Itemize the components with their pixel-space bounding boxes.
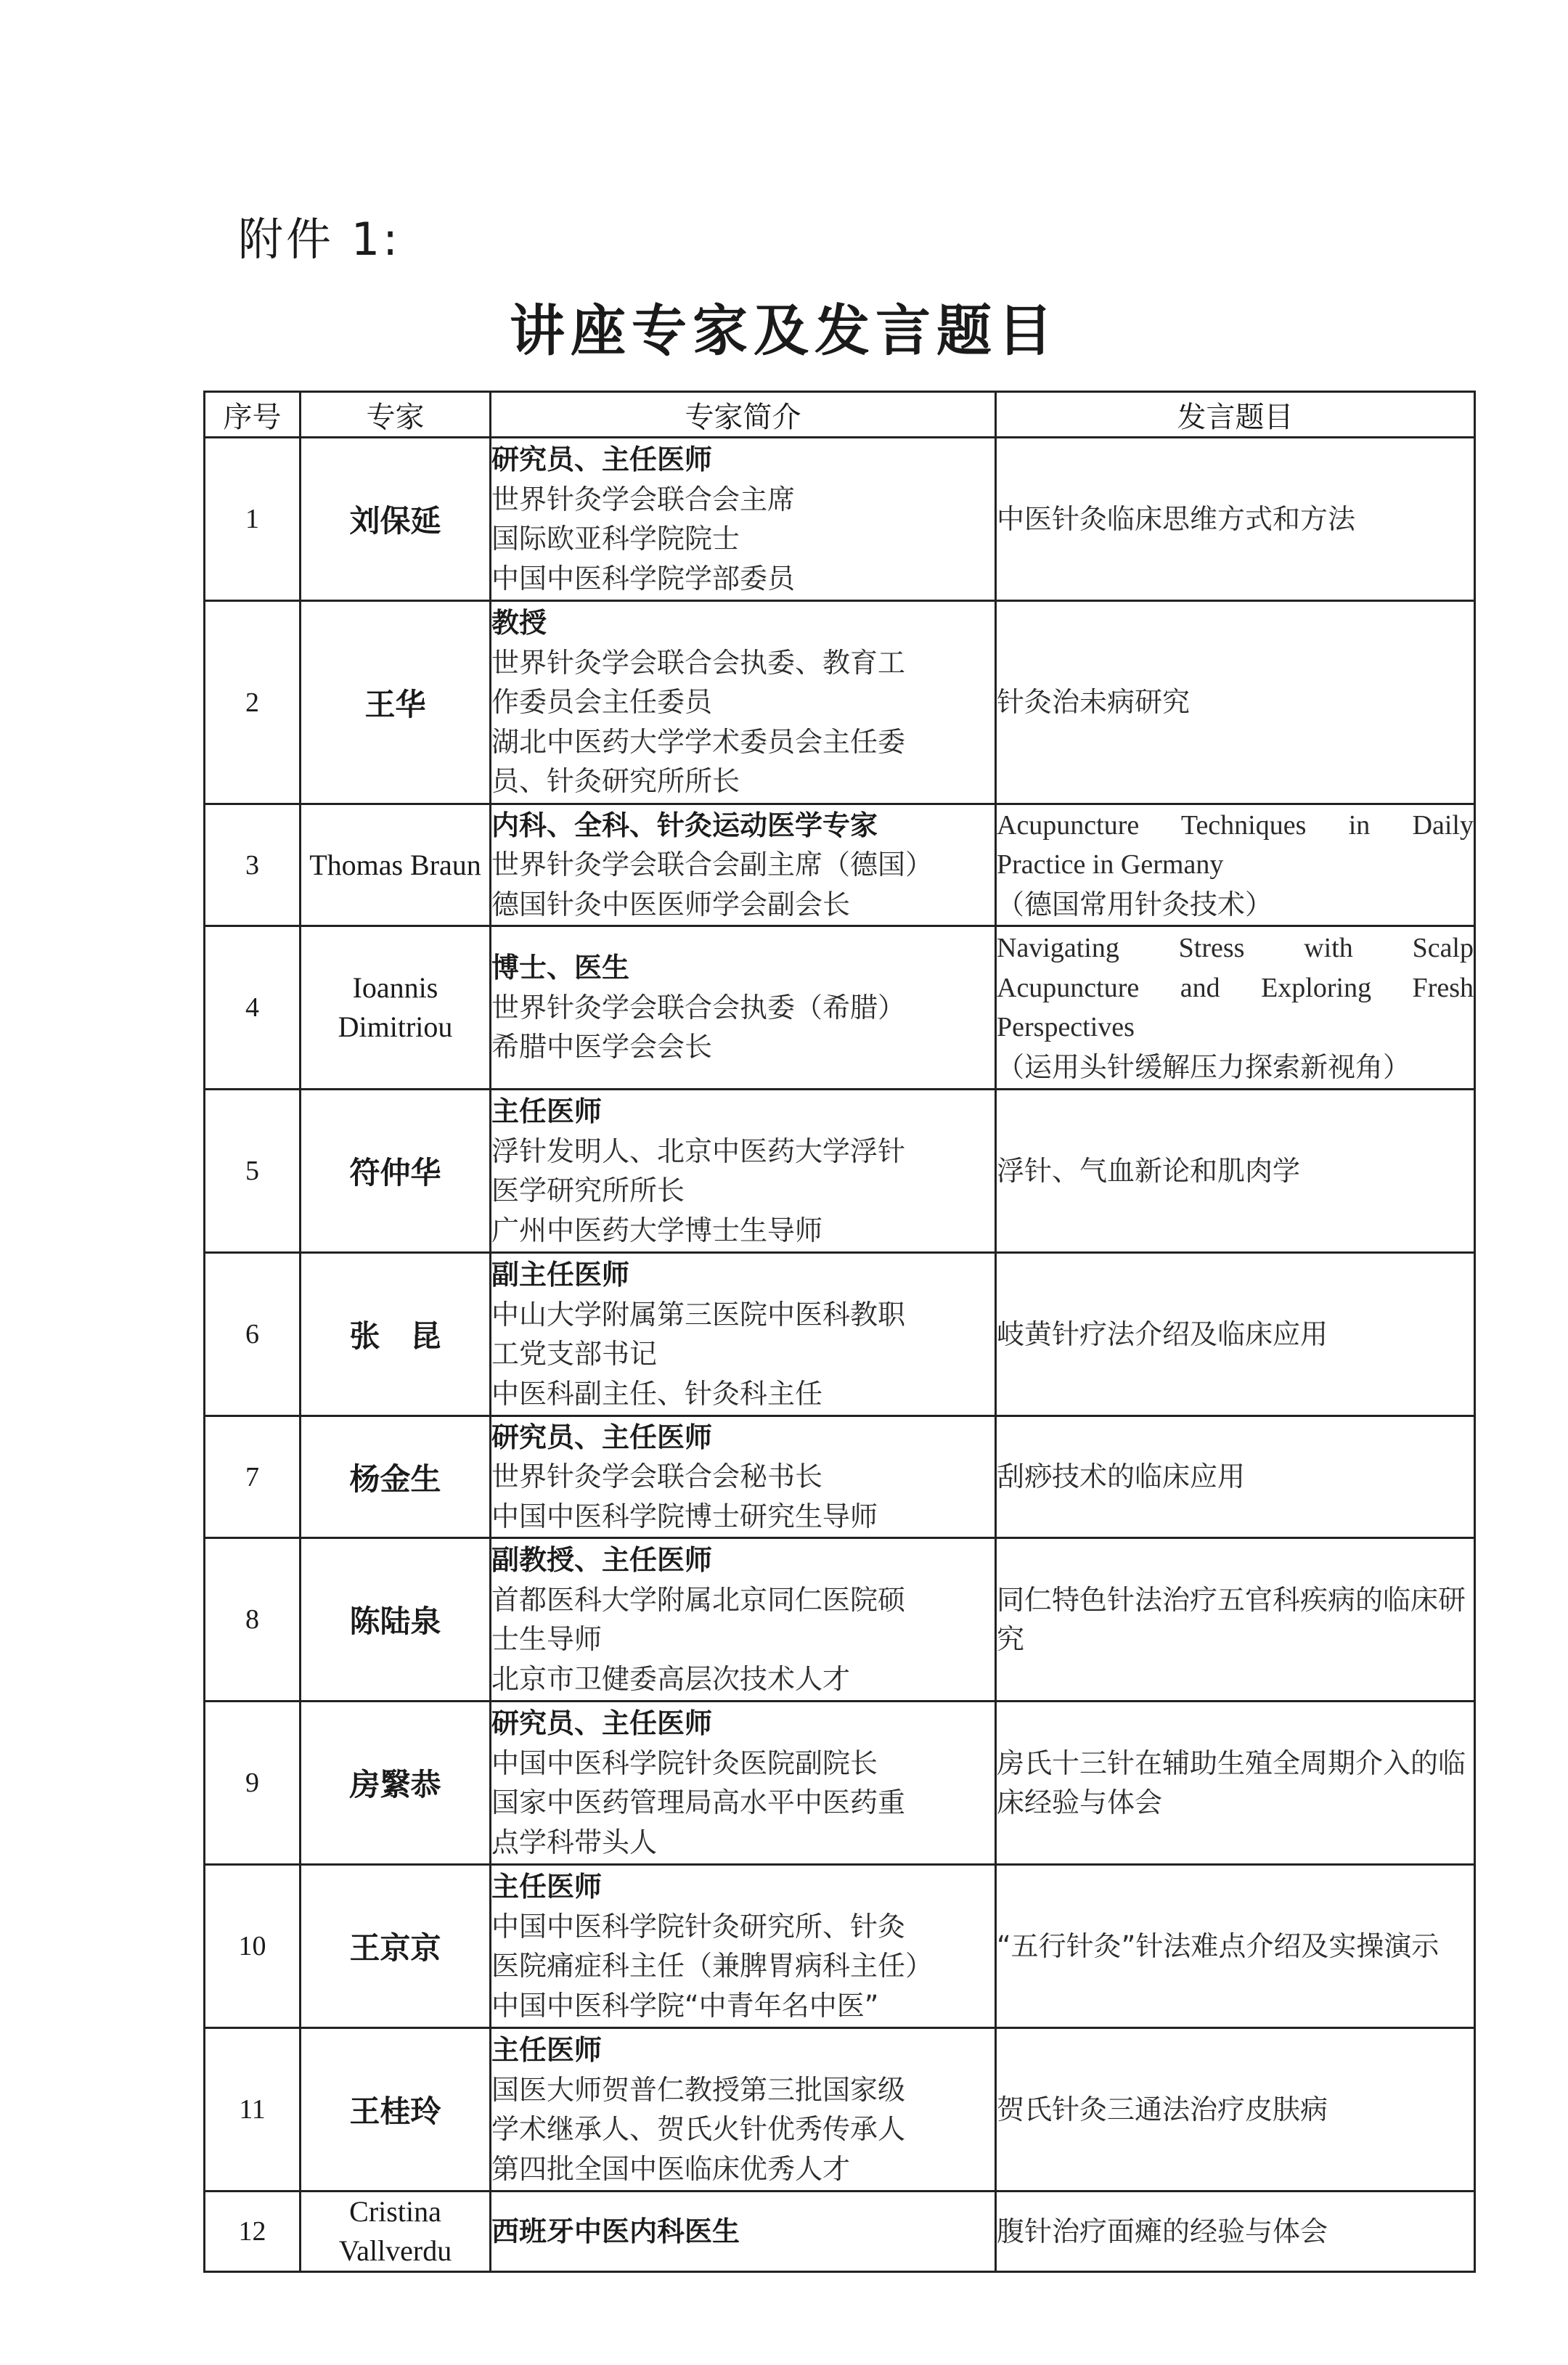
- talk-topic: [996, 1253, 1475, 1416]
- table-row: [205, 1416, 1475, 1538]
- topic-english-line: Acupuncture Techniques in Daily: [997, 809, 1474, 841]
- table-row: [205, 1865, 1475, 2028]
- topic-text: （运用头针缓解压力探索新视角）: [997, 1050, 1411, 1083]
- topic-text: 浮针、气血新论和肌肉学: [997, 1154, 1301, 1187]
- expert-bio: [491, 1253, 996, 1416]
- bio-line: 广州中医药大学博士生导师: [491, 1214, 823, 1246]
- topic-english-line: Navigating Stress with Scalp: [997, 933, 1474, 963]
- expert-name: 房繄恭: [301, 1702, 491, 1865]
- bio-title: 博士、医生: [491, 952, 630, 984]
- row-number: 8: [205, 1538, 301, 1702]
- bio-line: 湖北中医药大学学术委员会主任委: [491, 725, 906, 758]
- expert-name: 陈陆泉: [301, 1538, 491, 1702]
- expert-name: 杨金生: [301, 1416, 491, 1538]
- bio-line: 国家中医药管理局高水平中医药重: [491, 1786, 906, 1818]
- table-row: [205, 926, 1475, 1090]
- header-no: 序号: [205, 392, 301, 438]
- talk-topic: [996, 926, 1475, 1090]
- expert-name: 张 昆: [301, 1253, 491, 1416]
- table-row: [205, 1538, 1475, 1702]
- talk-topic: [996, 1416, 1475, 1538]
- expert-bio: [491, 804, 996, 926]
- talk-topic: [996, 1538, 1475, 1702]
- bio-line: 作委员会主任委员: [491, 686, 713, 719]
- table-row: [205, 1253, 1475, 1416]
- talk-topic: [996, 1702, 1475, 1865]
- bio-line: 中国中医科学院针灸研究所、针灸: [491, 1910, 906, 1943]
- topic-text: 同仁特色针法治疗五官科疾病的临床研究: [997, 1583, 1466, 1655]
- bio-line: 中国中医科学院“中青年名中医”: [491, 1989, 879, 2022]
- expert-bio: [491, 1865, 996, 2028]
- table-row: [205, 2028, 1475, 2192]
- bio-line: 士生导师: [491, 1623, 603, 1655]
- topic-text: 房氏十三针在辅助生殖全周期介入的临床经验与体会: [997, 1747, 1466, 1818]
- bio-title: 西班牙中医内科医生: [491, 2215, 740, 2247]
- bio-line: 中国中医科学院学部委员: [491, 562, 796, 595]
- bio-line: 中国中医科学院博士研究生导师: [491, 1500, 878, 1532]
- talk-topic: [996, 1090, 1475, 1253]
- attachment-label: 附件 1:: [238, 213, 401, 266]
- row-number: 4: [205, 926, 301, 1090]
- talk-topic: [996, 2192, 1475, 2272]
- row-number: 2: [205, 601, 301, 804]
- expert-bio: [491, 1090, 996, 1253]
- bio-title: 主任医师: [491, 1095, 603, 1127]
- expert-bio: [491, 926, 996, 1090]
- table-row: [205, 1090, 1475, 1253]
- table-row: [205, 804, 1475, 926]
- bio-line: 中山大学附属第三医院中医科教职: [491, 1298, 906, 1331]
- page-title: 讲座专家及发言题目: [510, 298, 1058, 363]
- talk-topic: [996, 2028, 1475, 2192]
- expert-bio: [491, 1538, 996, 1702]
- bio-line: 医学研究所所长: [491, 1175, 685, 1206]
- bio-title: 研究员、主任医师: [491, 444, 713, 475]
- expert-name: 王华: [301, 601, 491, 804]
- bio-title: 副教授、主任医师: [491, 1544, 713, 1576]
- topic-text: 腹针治疗面瘫的经验与体会: [997, 2215, 1328, 2247]
- table-header-row: [205, 392, 1475, 438]
- row-number: 12: [205, 2192, 301, 2272]
- bio-title: 内科、全科、针灸运动医学专家: [491, 809, 878, 841]
- topic-english-line: Perspectives: [997, 1012, 1135, 1042]
- table-row: [205, 1702, 1475, 1865]
- talk-topic: [996, 1865, 1475, 2028]
- bio-line: 学术继承人、贺氏火针优秀传承人: [491, 2113, 906, 2145]
- row-number: 3: [205, 804, 301, 926]
- bio-line: 中国中医科学院针灸医院副院长: [491, 1747, 878, 1779]
- bio-line: 首都医科大学附属北京同仁医院硕: [491, 1583, 906, 1616]
- row-number: 10: [205, 1865, 301, 2028]
- expert-name: 符仲华: [301, 1090, 491, 1253]
- table-row: [205, 438, 1475, 601]
- table-row: [205, 601, 1475, 804]
- expert-bio: [491, 2028, 996, 2192]
- bio-title: 副主任医师: [491, 1259, 630, 1291]
- bio-line: 员、针灸研究所所长: [491, 765, 740, 798]
- row-number: 6: [205, 1253, 301, 1416]
- bio-line: 国际欧亚科学院院士: [491, 523, 740, 555]
- bio-line: 医院痛症科主任（兼脾胃病科主任）: [491, 1950, 934, 1982]
- expert-bio: [491, 1702, 996, 1865]
- bio-line: 世界针灸学会联合会秘书长: [491, 1461, 823, 1493]
- expert-name: Thomas Braun: [301, 804, 491, 926]
- row-number: 7: [205, 1416, 301, 1538]
- bio-title: 主任医师: [491, 2034, 603, 2066]
- topic-english-line: Acupuncture and Exploring Fresh: [997, 972, 1474, 1003]
- bio-line: 中医科副主任、针灸科主任: [491, 1377, 823, 1410]
- bio-title: 主任医师: [491, 1871, 603, 1903]
- expert-name: 王京京: [301, 1865, 491, 2028]
- bio-line: 世界针灸学会联合会执委（希腊）: [491, 991, 906, 1024]
- header-topic: 发言题目: [996, 392, 1475, 438]
- bio-line: 浮针发明人、北京中医药大学浮针: [491, 1135, 906, 1167]
- topic-text: 贺氏针灸三通法治疗皮肤病: [997, 2093, 1328, 2125]
- table-row: [205, 2192, 1475, 2272]
- bio-line: 点学科带头人: [491, 1826, 658, 1858]
- topic-text: 岐黄针疗法介绍及临床应用: [997, 1318, 1328, 1350]
- bio-line: 希腊中医学会会长: [491, 1031, 713, 1063]
- topic-text: 中医针灸临床思维方式和方法: [997, 502, 1356, 535]
- topic-text: “五行针灸”针法难点介绍及实操演示: [997, 1929, 1440, 1962]
- talk-topic: [996, 804, 1475, 926]
- bio-title: 研究员、主任医师: [491, 1707, 713, 1739]
- row-number: 11: [205, 2028, 301, 2192]
- topic-text: （德国常用针灸技术）: [997, 888, 1273, 920]
- bio-line: 德国针灸中医医师学会副会长: [491, 888, 851, 920]
- bio-line: 世界针灸学会联合会主席: [491, 483, 796, 515]
- expert-bio: [491, 1416, 996, 1538]
- bio-title: 研究员、主任医师: [491, 1421, 713, 1453]
- experts-table: [203, 391, 1476, 2273]
- bio-line: 北京市卫健委高层次技术人才: [491, 1662, 851, 1695]
- bio-line: 工党支部书记: [491, 1338, 658, 1370]
- row-number: 1: [205, 438, 301, 601]
- header-expert: 专家: [301, 392, 491, 438]
- row-number: 5: [205, 1090, 301, 1253]
- bio-line: 第四批全国中医临床优秀人才: [491, 2152, 851, 2185]
- topic-english-line: Practice in Germany: [997, 849, 1224, 881]
- topic-text: 刮痧技术的临床应用: [997, 1461, 1246, 1493]
- row-number: 9: [205, 1702, 301, 1865]
- bio-title: 教授: [491, 607, 547, 640]
- expert-bio: [491, 2192, 996, 2272]
- expert-bio: [491, 601, 996, 804]
- expert-bio: [491, 438, 996, 601]
- expert-name: Ioannis Dimitriou: [301, 926, 491, 1090]
- topic-text: 针灸治未病研究: [997, 686, 1191, 719]
- expert-name: Cristina Vallverdu: [301, 2192, 491, 2272]
- header-bio: 专家简介: [491, 392, 996, 438]
- talk-topic: [996, 438, 1475, 601]
- talk-topic: [996, 601, 1475, 804]
- expert-name: 王桂玲: [301, 2028, 491, 2192]
- expert-name: 刘保延: [301, 438, 491, 601]
- bio-line: 世界针灸学会联合会副主席（德国）: [491, 849, 934, 881]
- bio-line: 世界针灸学会联合会执委、教育工: [491, 646, 906, 679]
- bio-line: 国医大师贺普仁教授第三批国家级: [491, 2073, 906, 2106]
